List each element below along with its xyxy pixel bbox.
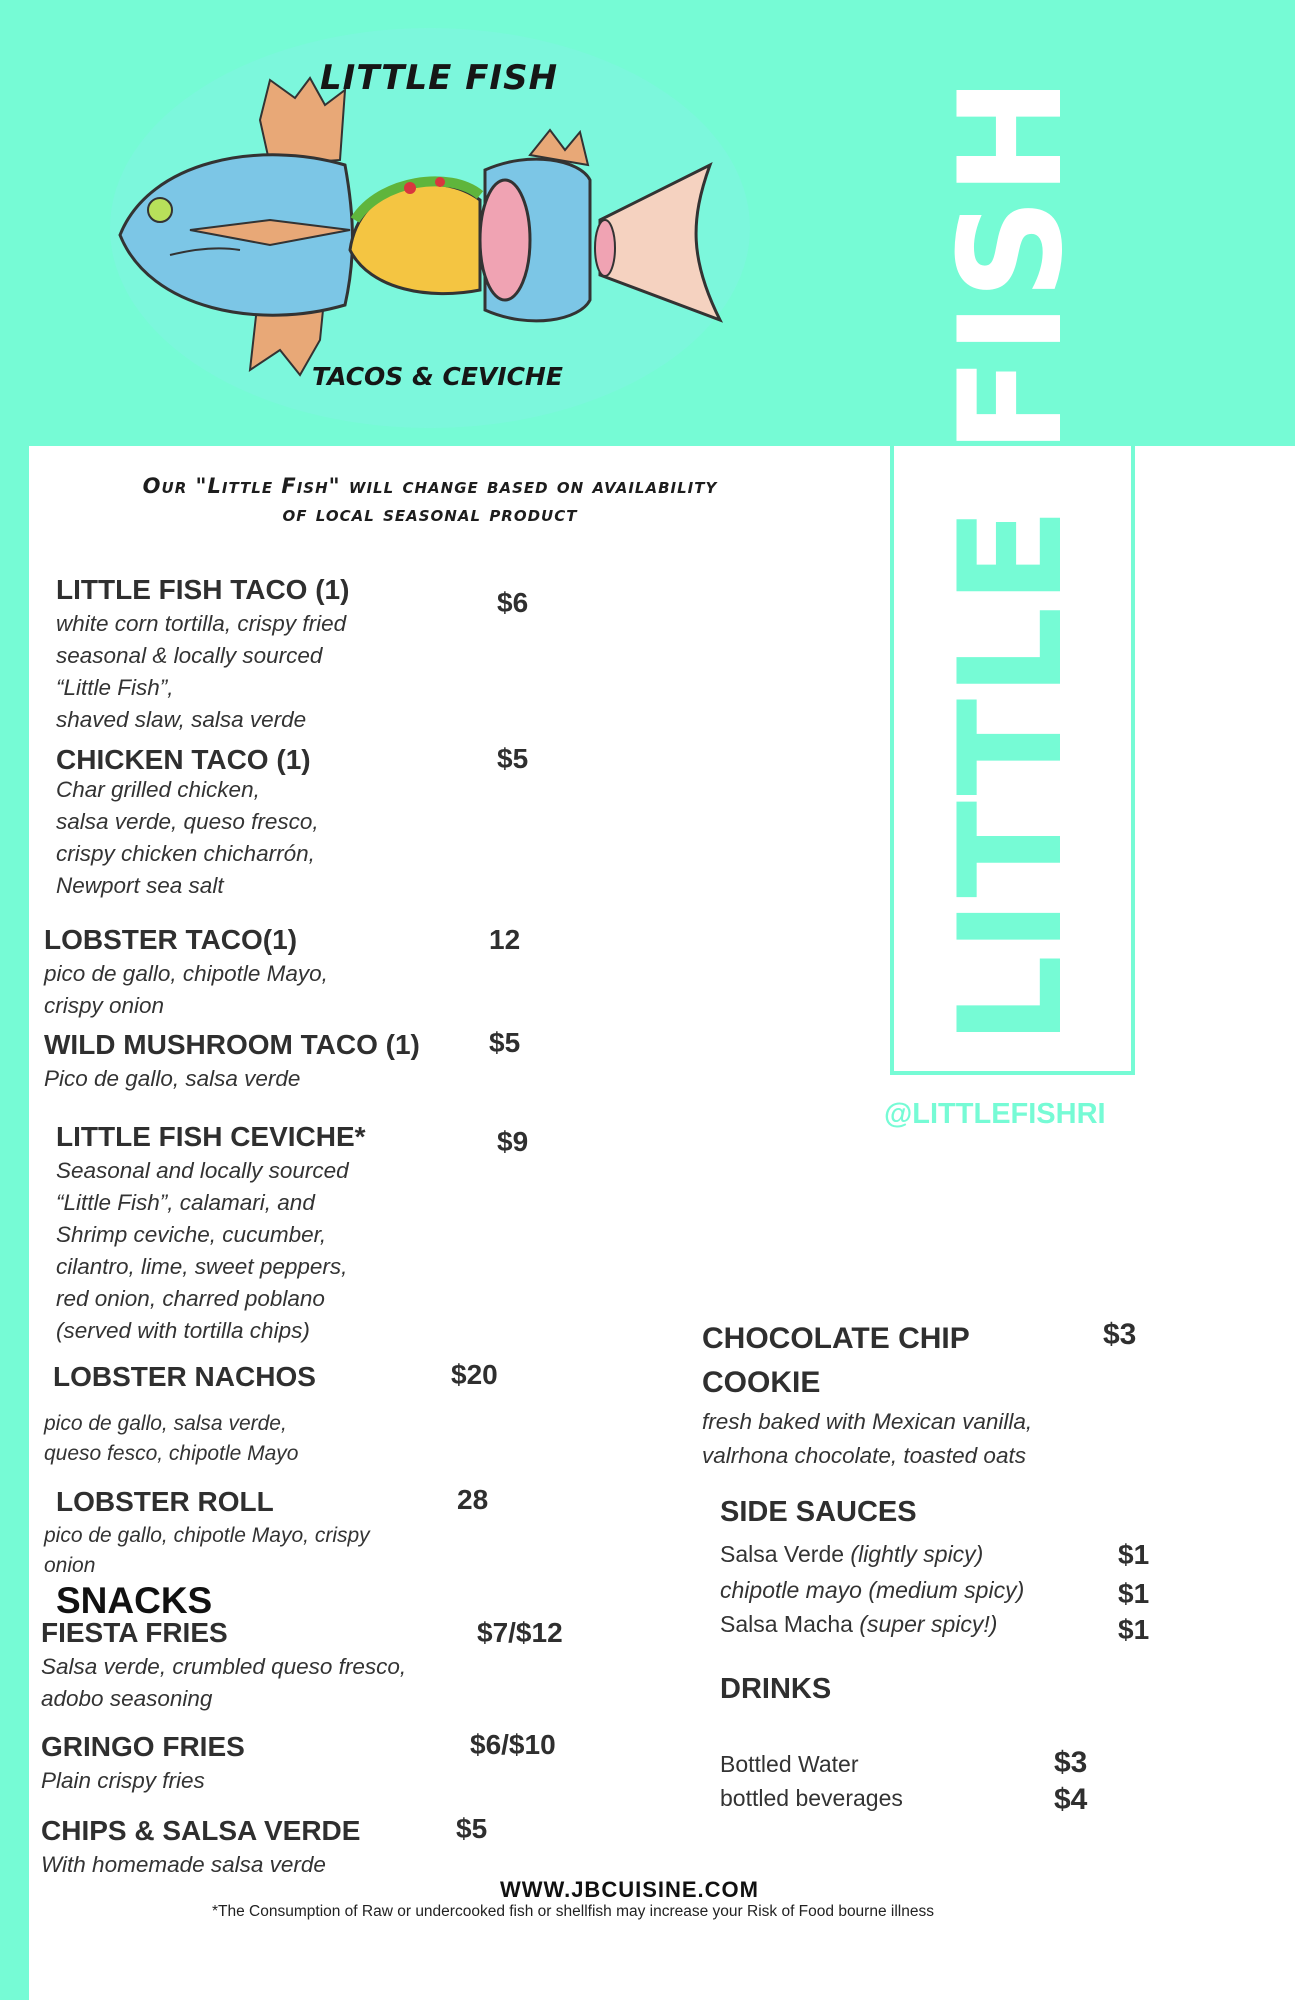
intro-line-1: Our "Little Fish" will change based on availability: [142, 474, 718, 498]
item-price: $5: [456, 1813, 488, 1844]
item-price: $7/$12: [477, 1617, 563, 1648]
menu-item-description: [44, 1409, 298, 1469]
item-name: LITTLE FISH CEVICHE*: [56, 1121, 366, 1152]
menu-item: [56, 742, 319, 902]
sauce-row: [720, 1577, 1024, 1604]
item-description: white corn tortilla, crispy fried seasonal & locally sourced “Little Fish”, shaved slaw, salsa verde: [56, 611, 347, 732]
drink-name: bottled beverages: [720, 1785, 903, 1811]
item-price: $6/$10: [470, 1729, 556, 1760]
section-heading: DRINKS: [720, 1673, 832, 1705]
item-price: $6: [497, 587, 529, 618]
item-description: With homemade salsa verde: [41, 1852, 326, 1877]
dessert-item: [702, 1317, 1032, 1473]
item-description: Plain crispy fries: [41, 1768, 205, 1793]
item-name: FIESTA FRIES: [41, 1617, 228, 1648]
sauce-price: $1: [1118, 1539, 1150, 1570]
sauce-note: (medium spicy): [868, 1577, 1025, 1603]
drink-row: [720, 1785, 903, 1812]
item-price: $5: [497, 743, 529, 774]
snacks-heading: SNACKS: [56, 1580, 213, 1621]
drinks-heading: [720, 1671, 831, 1707]
item-name: LOBSTER TACO(1): [44, 924, 298, 955]
item-name: WILD MUSHROOM TACO (1): [44, 1029, 420, 1060]
disclaimer: *The Consumption of Raw or undercooked fish or shellfish may increase your Risk of Food bourne illness: [212, 1903, 934, 1920]
website-link[interactable]: WWW.JBCUISINE.COM: [500, 1877, 759, 1902]
intro-note: [60, 472, 800, 528]
item-name-line-1: CHOCOLATE CHIP: [702, 1322, 970, 1355]
item-name: CHIPS & SALSA VERDE: [41, 1815, 361, 1846]
intro-line-2: of local seasonal product: [282, 502, 578, 526]
logo-title: LITTLE FISH: [320, 58, 559, 98]
banner-word-fish: FISH: [929, 74, 1094, 454]
item-price: $9: [497, 1126, 529, 1157]
menu-item: [44, 922, 328, 1022]
snack-item: [41, 1813, 360, 1881]
logo-subtitle: TACOS & CEVICHE: [312, 362, 563, 391]
menu-item: [44, 1027, 420, 1095]
banner-word-little: LITTLE: [929, 505, 1094, 1046]
item-price: 28: [457, 1484, 489, 1515]
sauce-row: [720, 1541, 983, 1568]
item-name: CHICKEN TACO (1): [56, 744, 311, 775]
side-sauces-heading: [720, 1494, 917, 1530]
item-description: pico de gallo, chipotle Mayo, crispy onion: [44, 961, 328, 1018]
sauce-note: (super spicy!): [859, 1611, 998, 1637]
item-description: Pico de gallo, salsa verde: [44, 1066, 301, 1091]
item-description: Seasonal and locally sourced “Little Fish”, calamari, and Shrimp ceviche, cucumber, cilantro, lime, sweet peppers, red onion, charred poblano (served with tortilla chips): [56, 1158, 349, 1343]
sauce-price: $1: [1118, 1614, 1150, 1645]
sauce-name: Salsa Verde: [720, 1541, 845, 1567]
section-heading: SIDE SAUCES: [720, 1496, 917, 1528]
item-name: GRINGO FRIES: [41, 1731, 245, 1762]
drink-price: $3: [1054, 1746, 1088, 1779]
snack-item: [41, 1729, 245, 1797]
item-description: pico de gallo, salsa verde, queso fesco, chipotle Mayo: [44, 1412, 299, 1465]
item-name-line-2: COOKIE: [702, 1366, 821, 1399]
drink-row: [720, 1751, 858, 1778]
item-price: $5: [489, 1027, 521, 1058]
sauce-name: Salsa Macha: [720, 1611, 853, 1637]
social-handle: @LITTLEFISHRI: [884, 1098, 1106, 1130]
menu-item: [56, 1119, 366, 1347]
item-price: 12: [489, 924, 521, 955]
menu-item: [56, 1484, 274, 1520]
sauce-price: $1: [1118, 1578, 1150, 1609]
item-description: pico de gallo, chipotle Mayo, crispy onion: [44, 1524, 370, 1577]
menu-item: [53, 1359, 316, 1395]
snack-item: [41, 1615, 406, 1715]
drink-price: $4: [1054, 1783, 1088, 1816]
drink-name: Bottled Water: [720, 1751, 859, 1777]
sauce-row: [720, 1611, 997, 1638]
fish-taco-logo-illustration: [110, 70, 750, 390]
item-description: fresh baked with Mexican vanilla, valrhona chocolate, toasted oats: [702, 1409, 1033, 1468]
item-price: $3: [1103, 1318, 1137, 1351]
sauce-note: (lightly spicy): [850, 1541, 984, 1567]
menu-item-description: [44, 1521, 370, 1581]
menu-item: [56, 572, 349, 736]
item-price: $20: [451, 1359, 498, 1390]
vertical-banner-title: [929, 74, 1094, 1046]
item-name: LOBSTER NACHOS: [53, 1361, 316, 1392]
item-name: LITTLE FISH TACO (1): [56, 574, 350, 605]
item-name: LOBSTER ROLL: [56, 1486, 274, 1517]
sauce-name: chipotle mayo: [720, 1577, 862, 1603]
item-description: Char grilled chicken, salsa verde, queso fresco, crispy chicken chicharrón, Newport sea salt: [56, 777, 319, 898]
item-description: Salsa verde, crumbled queso fresco, adobo seasoning: [41, 1654, 407, 1711]
